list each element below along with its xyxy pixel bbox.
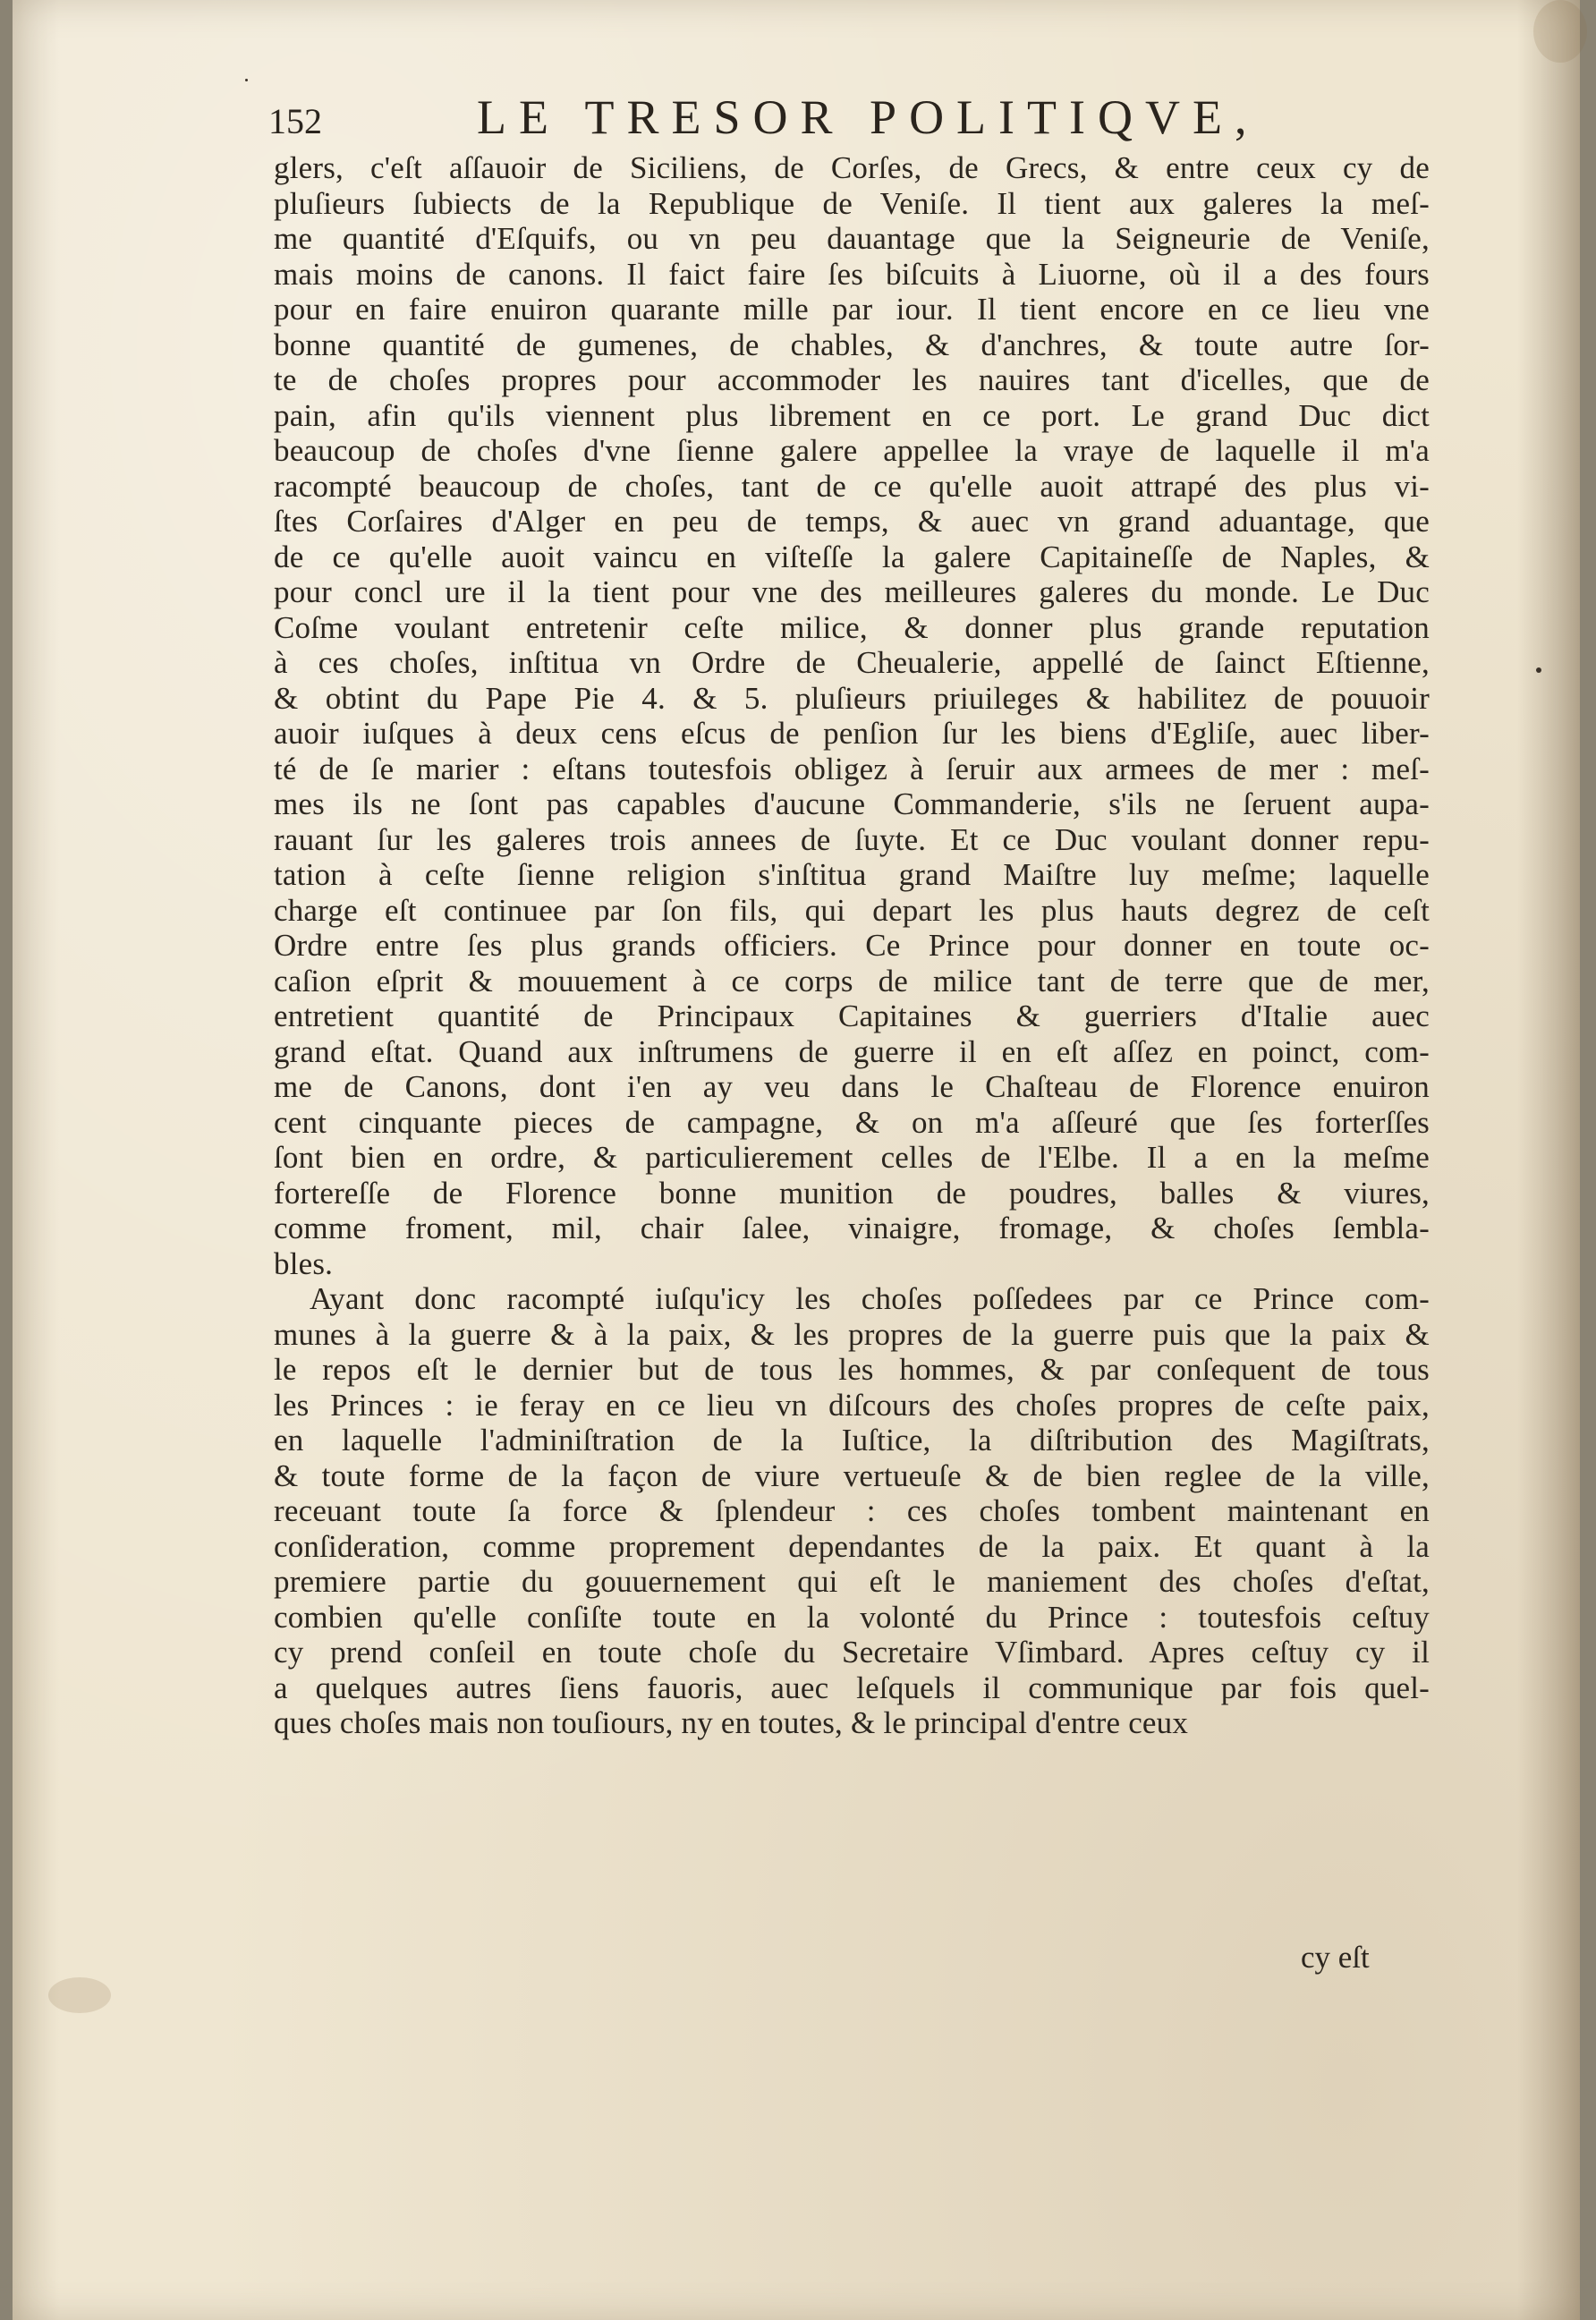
body-text [274, 150, 1430, 1741]
text-line: beaucoup de choſes d'vne ſienne galere appellee la vraye de laquelle il m'a [274, 433, 1430, 468]
text-line: cy prend conſeil en toute choſe du Secretaire Vſimbard. Apres ceſtuy cy il [274, 1635, 1430, 1670]
text-line: auoir iuſques à deux cens eſcus de penſion ſur les biens d'Egliſe, auec liber- [274, 716, 1430, 751]
text-line: & toute forme de la façon de viure vertueuſe & de bien reglee de la ville, [274, 1457, 1430, 1493]
text-line: le repos eſt le dernier but de tous les hommes, & par conſequent de tous [274, 1352, 1430, 1387]
paper-stain [48, 1977, 111, 2013]
text-line: comme froment, mil, chair ſalee, vinaigre, fromage, & choſes ſembla- [274, 1211, 1430, 1245]
paper-stain [1533, 0, 1587, 63]
text-line: de ce qu'elle auoit vaincu en viſteſſe la galere Capitaineſſe de Naples, & [274, 539, 1430, 574]
page-number: 152 [268, 101, 322, 141]
margin-mark [1536, 667, 1541, 673]
text-line: a quelques autres ſiens fauoris, auec leſquels il communique par fois quel- [274, 1670, 1430, 1705]
text-line: glers, c'eſt aſſauoir de Siciliens, de Corſes, de Grecs, & entre ceux cy de [274, 150, 1430, 185]
text-line: ſont bien en ordre, & particulierement celles de l'Elbe. Il a en la meſme [274, 1140, 1430, 1175]
text-line: receuant toute ſa force & ſplendeur : ces choſes tombent maintenant en [274, 1493, 1430, 1528]
text-line: te de choſes propres pour accommoder les nauires tant d'icelles, que de [274, 362, 1430, 397]
text-line: entretient quantité de Principaux Capitaines & guerriers d'Italie auec [274, 999, 1430, 1033]
text-line: ſtes Corſaires d'Alger en peu de temps, & auec vn grand aduantage, que [274, 504, 1430, 539]
text-line: à ces choſes, inſtitua vn Ordre de Cheualerie, appellé de ſainct Eſtienne, [274, 645, 1430, 680]
text-line: caſion eſprit & mouuement à ce corps de milice tant de terre que de mer, [274, 963, 1430, 999]
margin-mark [245, 79, 248, 81]
text-line: combien qu'elle conſiſte toute en la volonté du Prince : toutesfois ceſtuy [274, 1599, 1430, 1635]
text-line: me quantité d'Eſquifs, ou vn peu dauantage que la Seigneurie de Veniſe, [274, 221, 1430, 256]
text-line: pour concl ure il la tient pour vne des meilleures galeres du monde. Le Duc [274, 574, 1430, 609]
text-line: conſideration, comme proprement dependantes de la paix. Et quant à la [274, 1528, 1430, 1564]
text-line: rauant ſur les galeres trois annees de ſuyte. Et ce Duc voulant donner repu- [274, 821, 1430, 857]
text-line: pluſieurs ſubiects de la Republique de Veniſe. Il tient aux galeres la meſ- [274, 185, 1430, 221]
text-line: fortereſſe de Florence bonne munition de poudres, balles & viures, [274, 1175, 1430, 1211]
text-line: ques choſes mais non touſiours, ny en toutes, & le principal d'entre ceux [274, 1705, 1189, 1740]
text-line: pain, afin qu'ils viennent plus librement en ce port. Le grand Duc dict [274, 397, 1430, 433]
text-line: Ordre entre ſes plus grands officiers. Ce Prince pour donner en toute oc- [274, 928, 1430, 963]
text-line: me de Canons, dont i'en ay veu dans le Chaſteau de Florence enuiron [274, 1069, 1430, 1104]
text-line: mes ils ne ſont pas capables d'aucune Commanderie, s'ils ne ſeruent aupa- [274, 786, 1430, 821]
text-line: Ayant donc racompté iuſqu'icy les choſes poſſedees par ce Prince com- [310, 1281, 1430, 1316]
text-line: pour en faire enuiron quarante mille par iour. Il tient encore en ce lieu vne [274, 292, 1430, 327]
text-line: premiere partie du gouuernement qui eſt le maniement des choſes d'eſtat, [274, 1564, 1430, 1599]
text-line: & obtint du Pape Pie 4. & 5. pluſieurs priuileges & habilitez de pouuoir [274, 680, 1430, 716]
text-line: té de ſe marier : eſtans toutesfois obligez à ſeruir aux armees de mer : meſ- [274, 751, 1430, 786]
text-line: en laquelle l'adminiſtration de la Iuſtice, la diſtribution des Magiſtrats, [274, 1423, 1430, 1457]
catchword: cy eſt [1301, 1940, 1370, 1975]
text-line: bonne quantité de gumenes, de chables, & d'anchres, & toute autre ſor- [274, 327, 1430, 362]
text-line: mais moins de canons. Il faict faire ſes biſcuits à Liuorne, où il a des fours [274, 256, 1430, 292]
running-title: LE TRESOR POLITIQVE, [477, 90, 1260, 144]
text-line: grand eſtat. Quand aux inſtrumens de guerre il en eſt aſſez en poinct, com- [274, 1033, 1430, 1069]
text-line: cent cinquante pieces de campagne, & on m'a aſſeuré que ſes forterſſes [274, 1104, 1430, 1140]
text-line: racompté beaucoup de choſes, tant de ce qu'elle auoit attrapé des plus vi- [274, 468, 1430, 504]
text-line: munes à la guerre & à la paix, & les propres de la guerre puis que la paix & [274, 1316, 1430, 1352]
text-line: Coſme voulant entretenir ceſte milice, & donner plus grande reputation [274, 609, 1430, 645]
text-line: charge eſt continuee par ſon fils, qui depart les plus hauts degrez de ceſt [274, 892, 1430, 928]
text-line: les Princes : ie feray en ce lieu vn diſcours des choſes propres de ceſte paix, [274, 1387, 1430, 1423]
text-line: tation à ceſte ſienne religion s'inſtitua grand Maiſtre luy meſme; laquelle [274, 857, 1430, 892]
text-line: bles. [274, 1245, 334, 1281]
